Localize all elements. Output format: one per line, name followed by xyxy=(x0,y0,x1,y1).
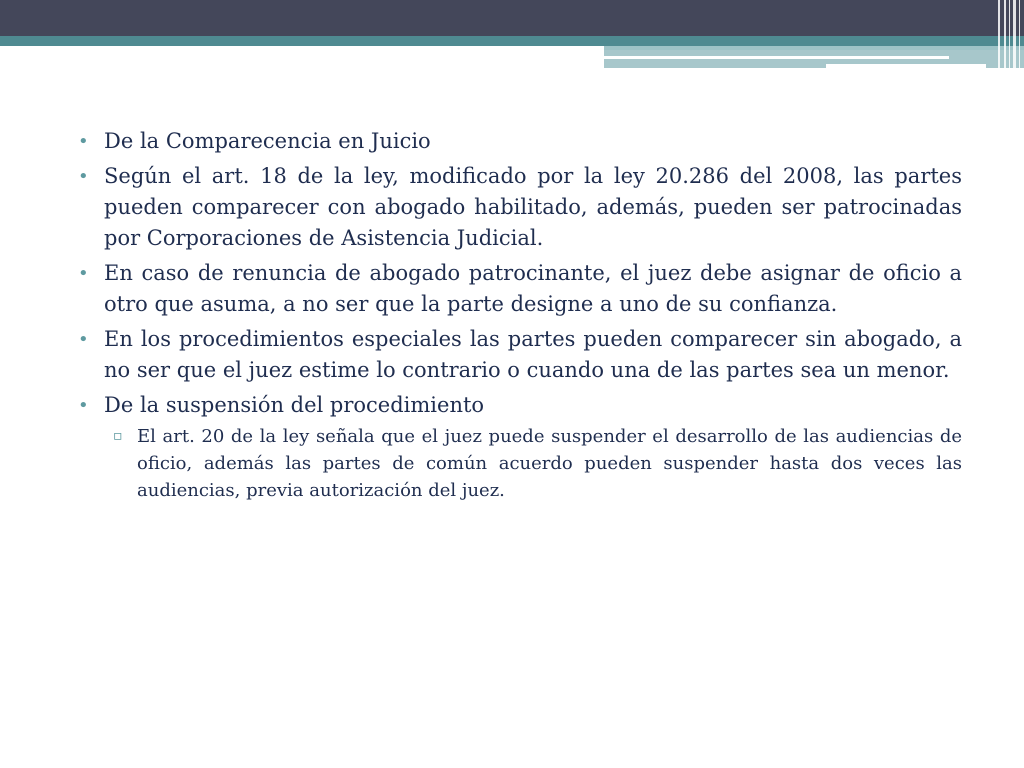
bullet-text: En caso de renuncia de abogado patrocinante, el juez debe asignar de oficio a otro que asuma, a no ser que la parte designe a uno de su confianza. xyxy=(104,261,962,316)
bullet-dot-icon: • xyxy=(78,131,89,152)
bullet-list xyxy=(78,126,962,504)
header-bar-dark xyxy=(0,0,1024,36)
sub-bullet-item xyxy=(104,423,962,504)
bullet-text: Según el art. 18 de la ley, modificado por la ley 20.286 del 2008, las partes pueden comparecer con abogado habilitado, además, pueden ser patrocinadas por Corporaciones de Asistencia Judicial. xyxy=(104,164,962,250)
bullet-item xyxy=(78,258,962,320)
slide-content xyxy=(78,126,962,508)
bullet-item xyxy=(78,126,962,157)
sub-bullet-list xyxy=(104,423,962,504)
square-bullet-icon: ▫ xyxy=(113,428,123,444)
bullet-dot-icon: • xyxy=(78,329,89,350)
header-white-notch xyxy=(0,46,604,56)
bullet-text: De la Comparecencia en Juicio xyxy=(104,129,431,153)
bullet-dot-icon: • xyxy=(78,395,89,416)
bullet-dot-icon: • xyxy=(78,263,89,284)
bullet-dot-icon: • xyxy=(78,166,89,187)
bullet-item xyxy=(78,390,962,504)
bullet-item xyxy=(78,324,962,386)
sub-bullet-text: El art. 20 de la ley señala que el juez puede suspender el desarrollo de las audiencias de oficio, además las partes de común acuerdo pueden suspender hasta dos veces las audiencias, previa autorización del juez. xyxy=(137,426,962,501)
bullet-text: De la suspensión del procedimiento xyxy=(104,393,485,417)
header-bar-teal xyxy=(0,36,1024,46)
bullet-text: En los procedimientos especiales las partes pueden comparecer sin abogado, a no ser que el juez estime lo contrario o cuando una de las partes sea un menor. xyxy=(104,327,962,382)
header-vertical-lines xyxy=(994,0,1024,68)
header-right-line-2 xyxy=(826,64,986,68)
bullet-item xyxy=(78,161,962,254)
header-right-line xyxy=(604,56,949,59)
